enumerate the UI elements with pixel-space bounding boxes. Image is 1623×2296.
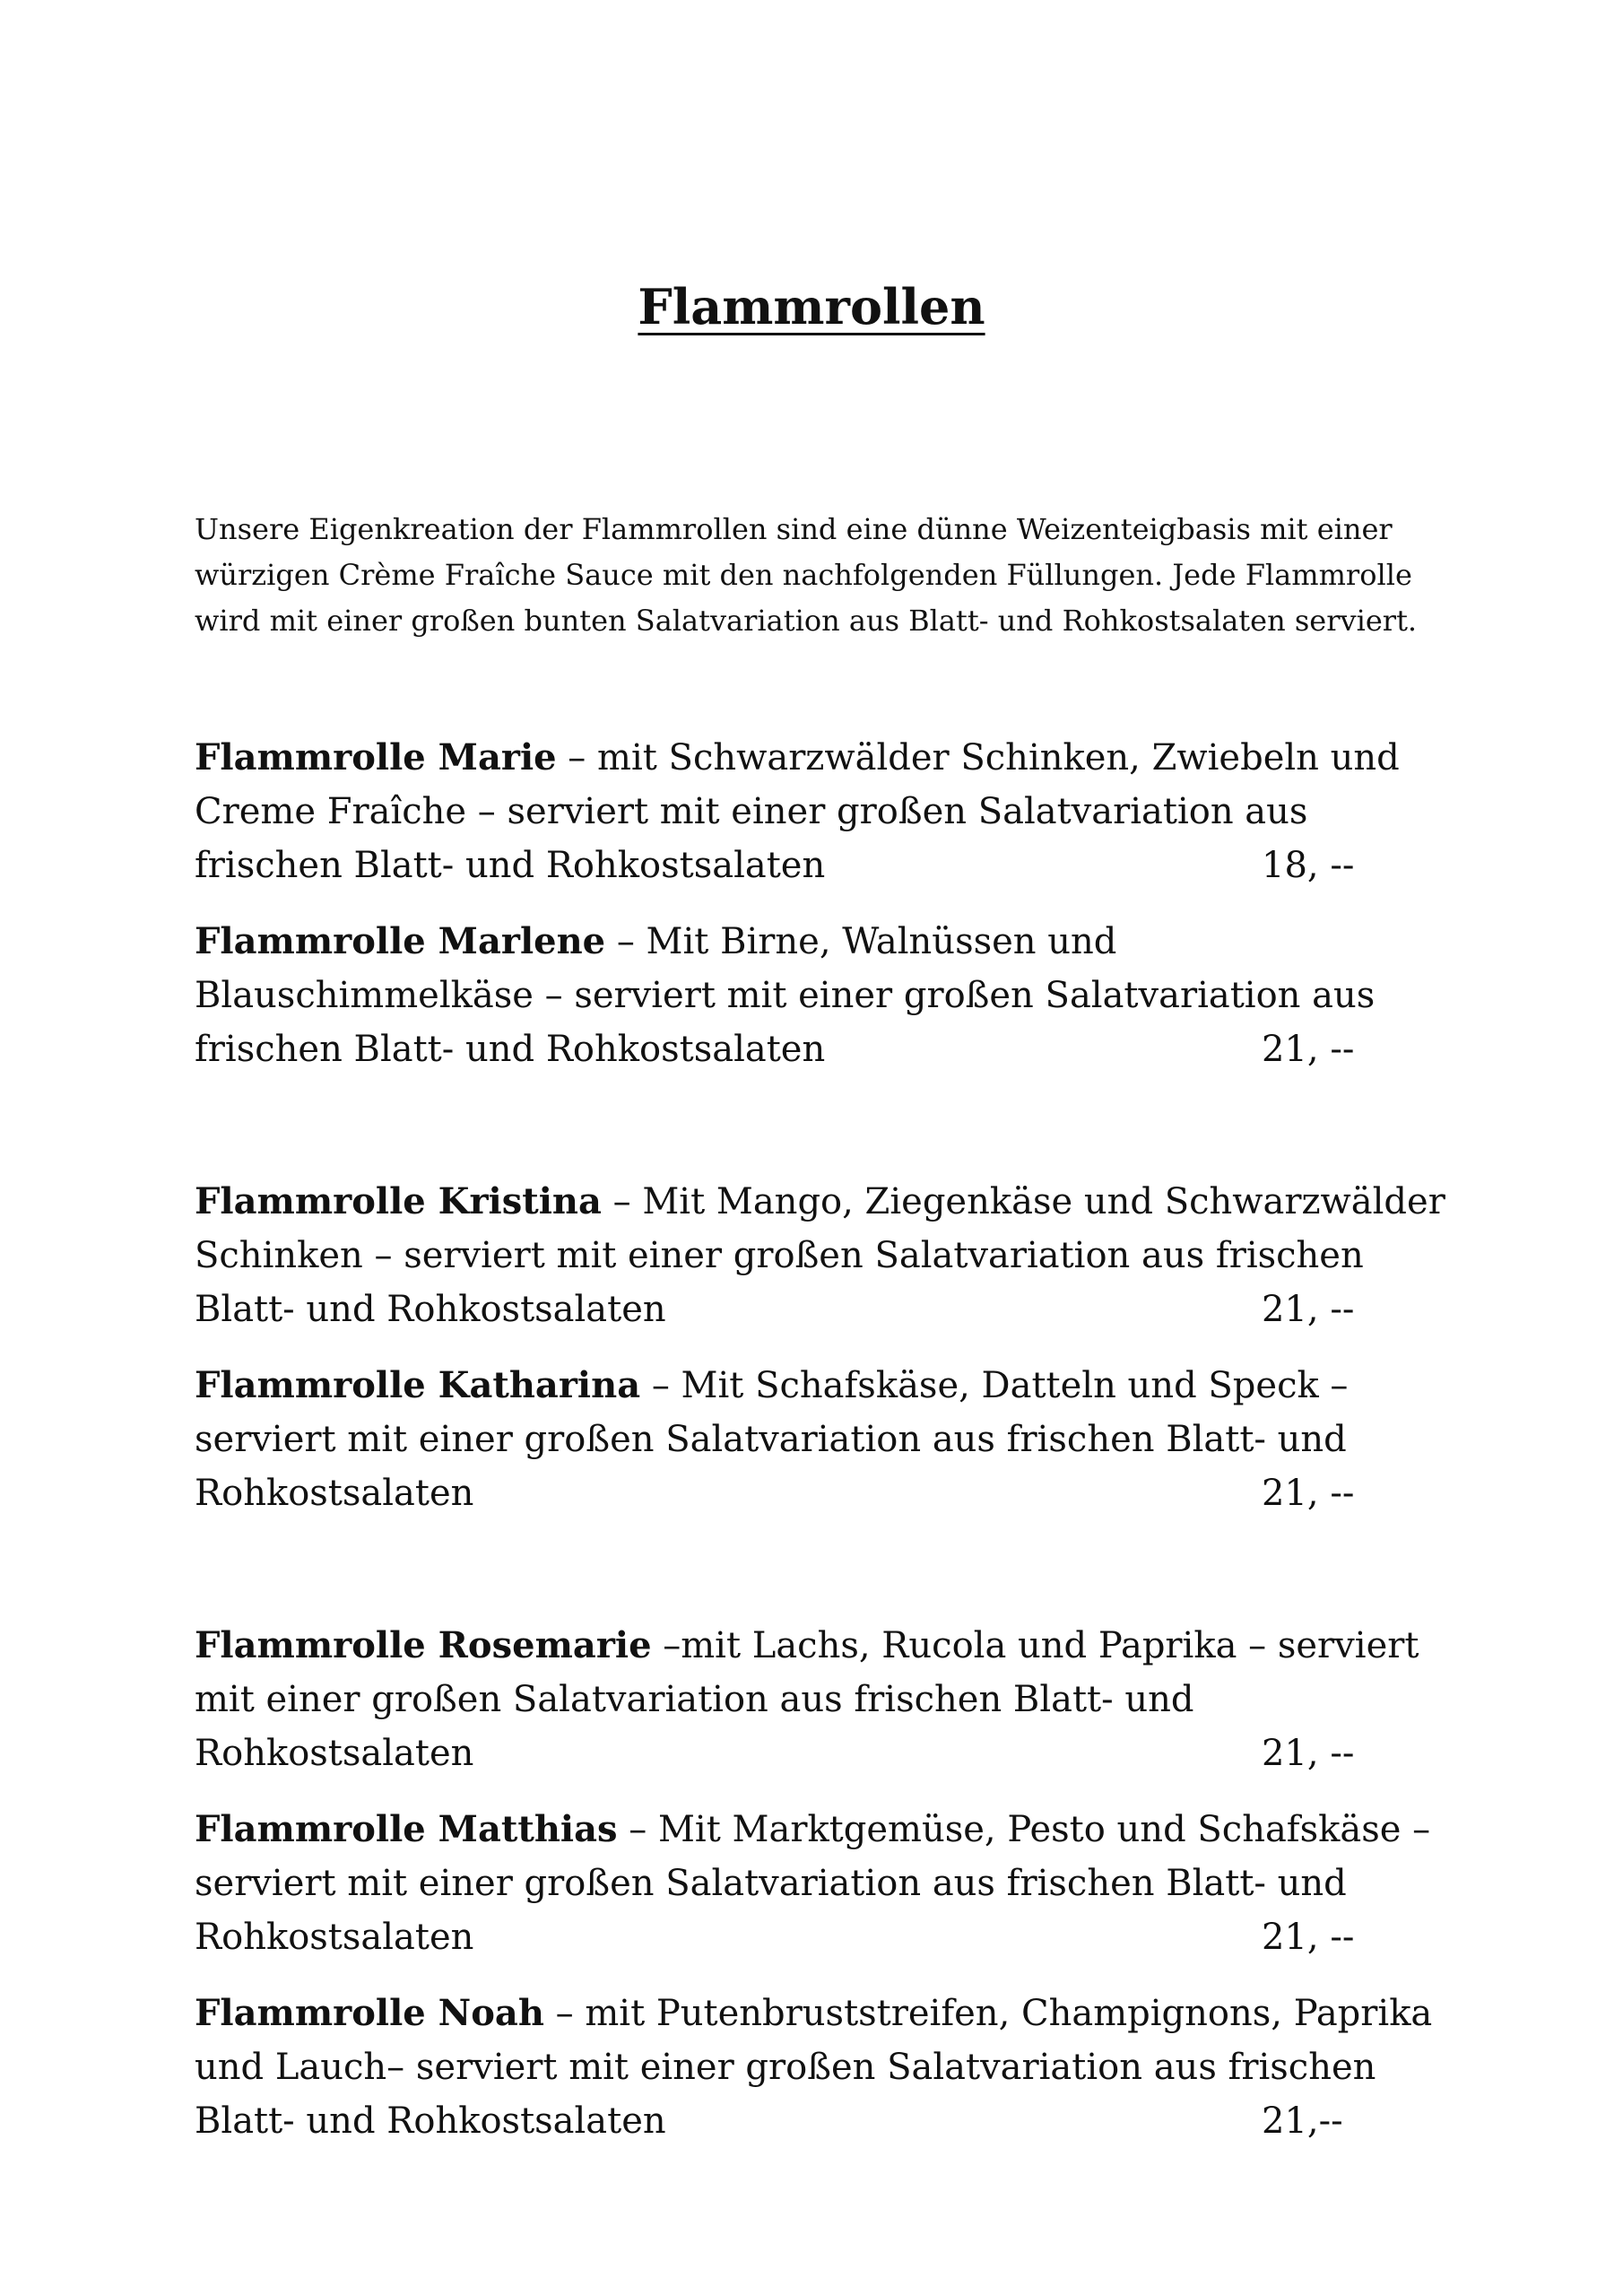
item-description: – Mit Birne, Walnüssen und — [605, 921, 1117, 962]
item-description: Blatt- und Rohkostsalaten — [195, 1289, 666, 1330]
item-description: Blauschimmelkäse – serviert mit einer großen Salatvariation aus — [195, 975, 1376, 1016]
page-title: Flammrollen — [638, 278, 985, 335]
intro-line: würzigen Crème Fraîche Sauce mit den nachfolgenden Füllungen. Jede Flammrolle — [195, 558, 1412, 592]
item-description: Rohkostsalaten — [195, 1917, 474, 1958]
menu-item-marie — [195, 731, 1450, 892]
item-price: 21, -- — [1262, 1917, 1355, 1958]
item-description: –mit Lachs, Rucola und Paprika – serviert — [651, 1625, 1419, 1666]
item-description: – mit Putenbruststreifen, Champignons, Paprika — [543, 1993, 1433, 2034]
item-price: 21, -- — [1262, 1289, 1355, 1330]
item-price: 21,-- — [1262, 2100, 1343, 2142]
menu-item-matthias — [195, 1803, 1450, 1964]
item-price: 18, -- — [1262, 845, 1355, 886]
item-description: serviert mit einer großen Salatvariation aus frischen Blatt- und — [195, 1419, 1347, 1460]
item-description: Rohkostsalaten — [195, 1733, 474, 1774]
item-description: – Mit Marktgemüse, Pesto und Schafskäse – — [617, 1809, 1431, 1850]
item-description: – Mit Schafskäse, Datteln und Speck – — [640, 1365, 1349, 1406]
item-name: Flammrolle Kristina — [195, 1180, 602, 1222]
item-description: – Mit Mango, Ziegenkäse und Schwarzwälder — [601, 1181, 1445, 1222]
item-description: mit einer großen Salatvariation aus frischen Blatt- und — [195, 1679, 1194, 1720]
item-name: Flammrolle Marie — [195, 736, 557, 778]
menu-item-katharina — [195, 1359, 1450, 1520]
item-description: – mit Schwarzwälder Schinken, Zwiebeln und — [556, 737, 1400, 778]
menu-item-marlene — [195, 915, 1450, 1076]
menu-item-kristina — [195, 1175, 1450, 1336]
item-name: Flammrolle Matthias — [195, 1808, 618, 1850]
item-description: Rohkostsalaten — [195, 1473, 474, 1514]
item-price: 21, -- — [1262, 1473, 1355, 1514]
item-name: Flammrolle Katharina — [195, 1364, 641, 1406]
item-description: Blatt- und Rohkostsalaten — [195, 2100, 666, 2142]
item-description: Schinken – serviert mit einer großen Salatvariation aus frischen — [195, 1235, 1364, 1276]
menu-item-rosemarie — [195, 1619, 1450, 1780]
menu-item-noah — [195, 1987, 1450, 2148]
item-name: Flammrolle Noah — [195, 1992, 544, 2034]
intro-line: Unsere Eigenkreation der Flammrollen sind eine dünne Weizenteigbasis mit einer — [195, 512, 1393, 546]
item-name: Flammrolle Rosemarie — [195, 1624, 652, 1666]
item-name: Flammrolle Marlene — [195, 920, 606, 962]
item-description: frischen Blatt- und Rohkostsalaten — [195, 1029, 826, 1070]
item-price: 21, -- — [1262, 1029, 1355, 1070]
intro-paragraph — [195, 507, 1486, 644]
item-description: Creme Fraîche – serviert mit einer großen Salatvariation aus — [195, 791, 1308, 832]
item-description: und Lauch– serviert mit einer großen Salatvariation aus frischen — [195, 2047, 1376, 2088]
item-price: 21, -- — [1262, 1733, 1355, 1774]
intro-line: wird mit einer großen bunten Salatvariation aus Blatt- und Rohkostsalaten serviert. — [195, 604, 1418, 638]
item-description: serviert mit einer großen Salatvariation aus frischen Blatt- und — [195, 1863, 1347, 1904]
item-description: frischen Blatt- und Rohkostsalaten — [195, 845, 826, 886]
